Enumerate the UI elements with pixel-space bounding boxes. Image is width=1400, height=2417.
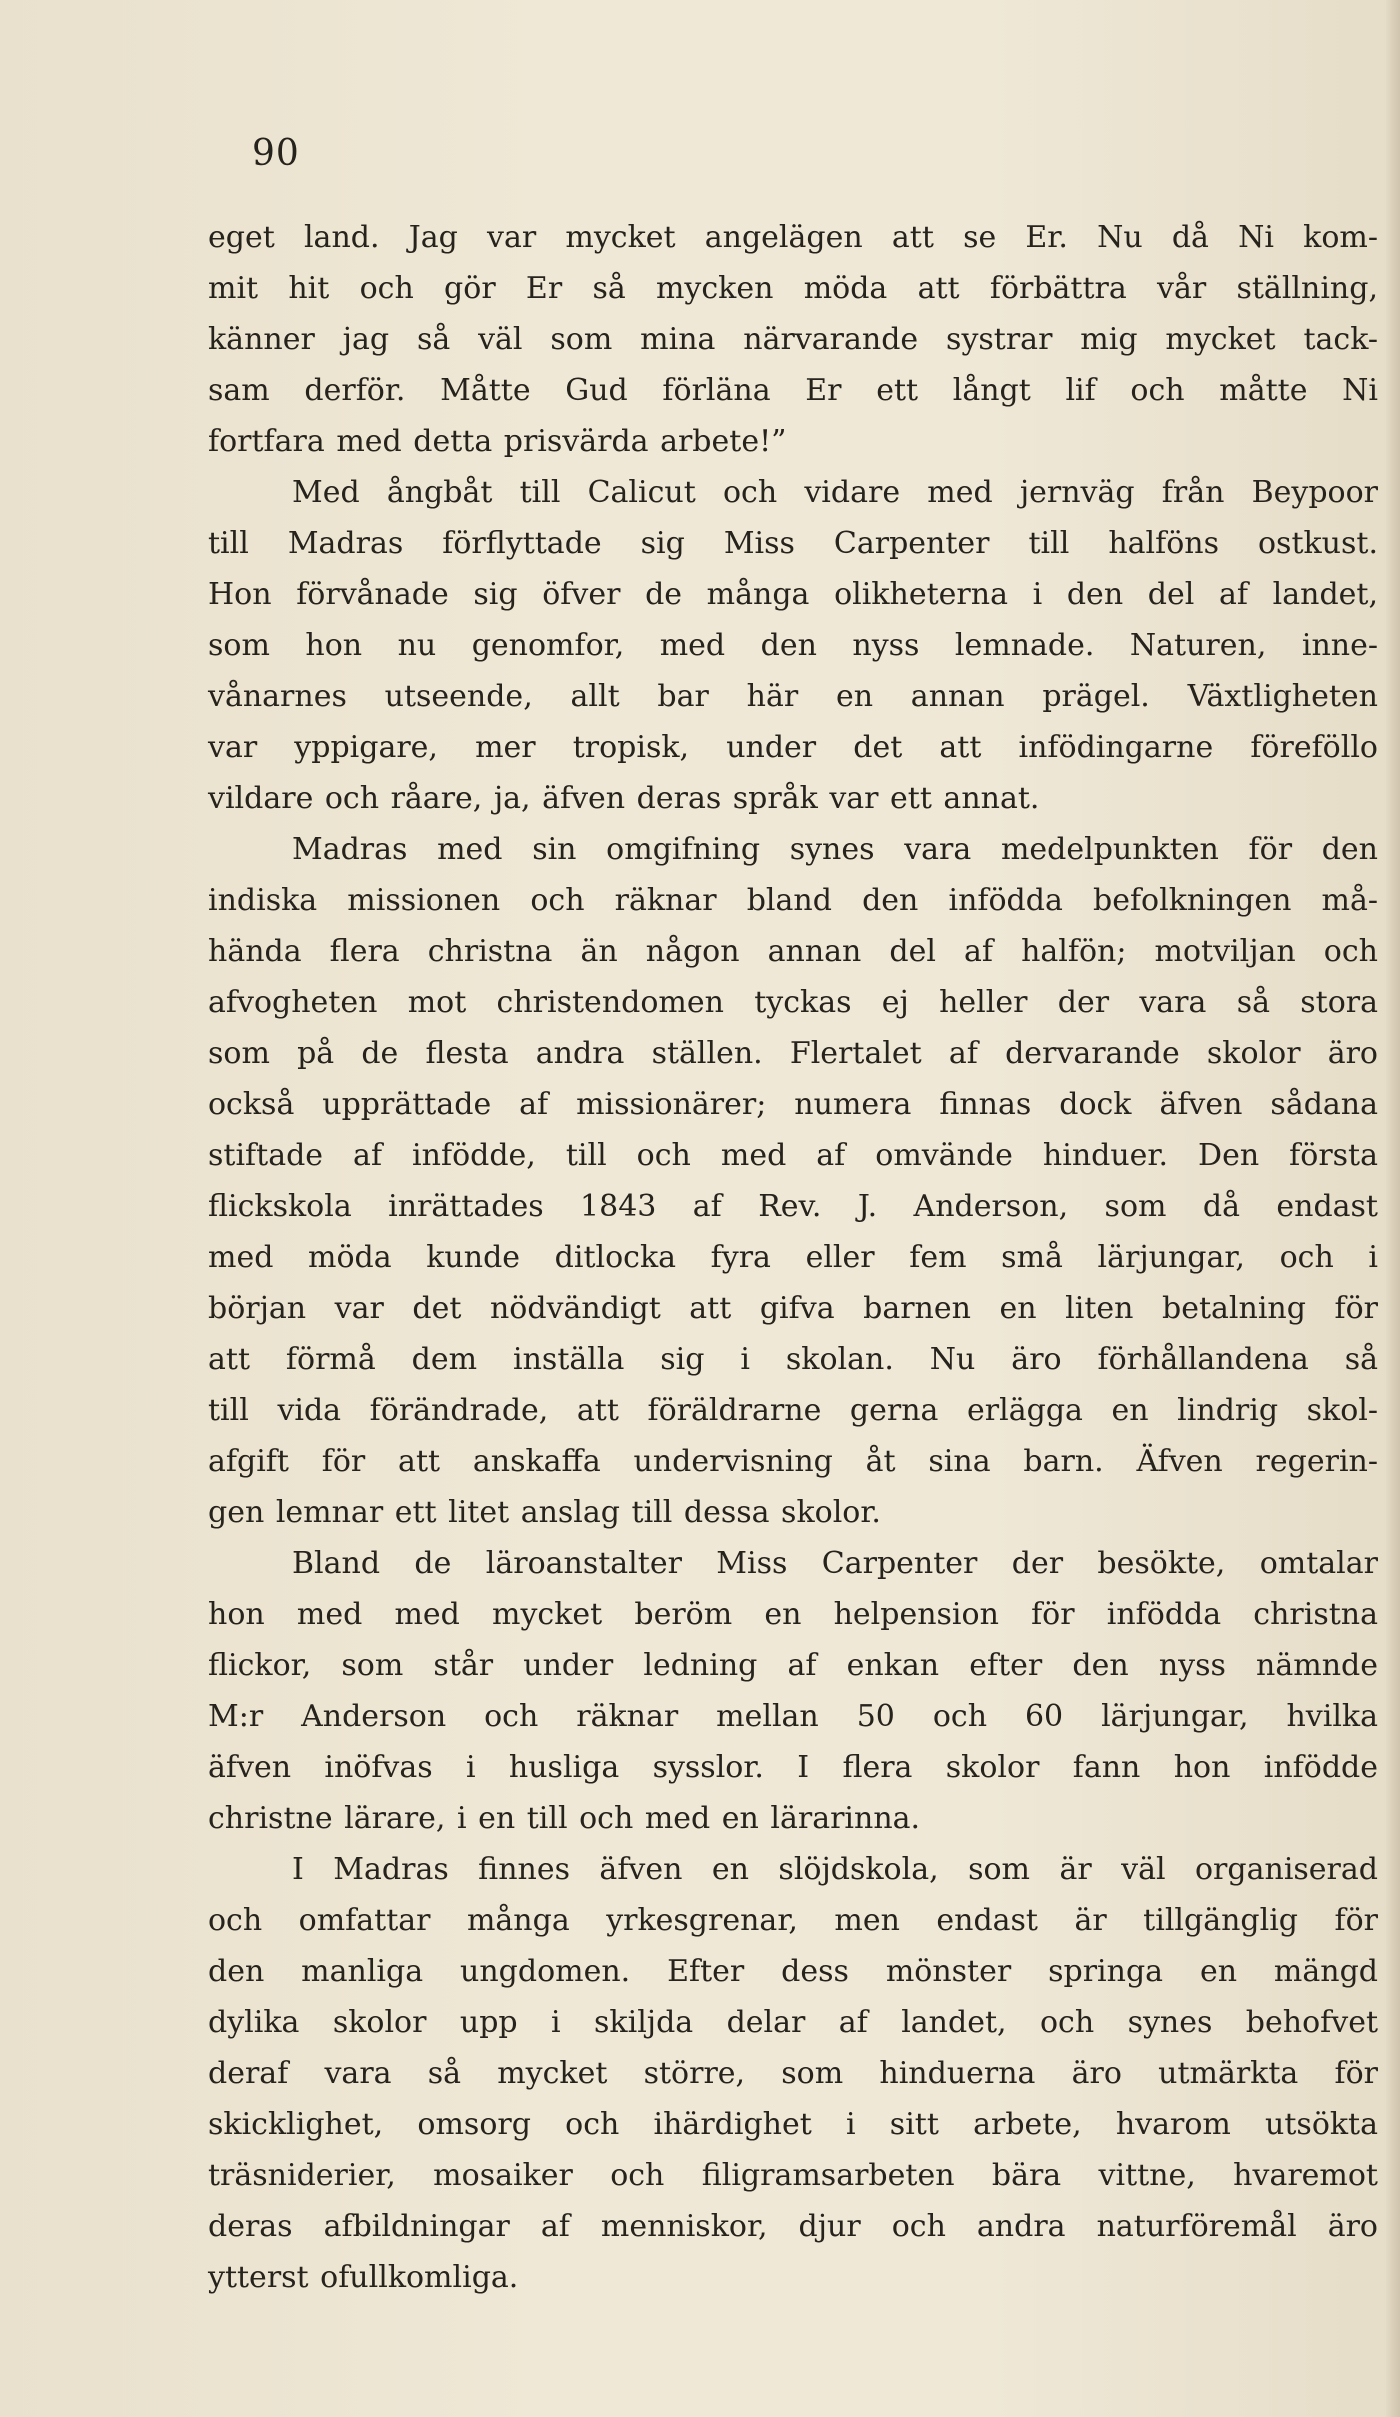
text-line: I Madras finnes äfven en slöjdskola, som är väl organiserad bbox=[292, 1852, 1378, 1887]
text-line: äfven inöfvas i husliga sysslor. I flera skolor fann hon infödde bbox=[208, 1750, 1378, 1785]
text-line: indiska missionen och räknar bland den infödda befolkningen må- bbox=[208, 883, 1378, 918]
text-line: dylika skolor upp i skiljda delar af landet, och synes behofvet bbox=[208, 2005, 1378, 2040]
text-line: Med ångbåt till Calicut och vidare med jernväg från Beypoor bbox=[292, 475, 1378, 510]
text-line: fortfara med detta prisvärda arbete!” bbox=[208, 424, 787, 459]
text-line: M:r Anderson och räknar mellan 50 och 60 lärjungar, hvilka bbox=[208, 1699, 1378, 1734]
text-line: vildare och råare, ja, äfven deras språk var ett annat. bbox=[208, 781, 1040, 816]
text-line: flickor, som står under ledning af enkan efter den nyss nämnde bbox=[208, 1648, 1378, 1683]
text-line: Bland de läroanstalter Miss Carpenter der besökte, omtalar bbox=[292, 1546, 1378, 1581]
page-edge-shadow bbox=[1386, 0, 1400, 2417]
text-line: början var det nödvändigt att gifva barnen en liten betalning för bbox=[208, 1291, 1378, 1326]
text-line: christne lärare, i en till och med en lärarinna. bbox=[208, 1801, 921, 1836]
text-line: och omfattar många yrkesgrenar, men endast är tillgänglig för bbox=[208, 1903, 1378, 1938]
text-line: att förmå dem inställa sig i skolan. Nu äro förhållandena så bbox=[208, 1342, 1378, 1377]
text-line: eget land. Jag var mycket angelägen att se Er. Nu då Ni kom- bbox=[208, 220, 1378, 255]
text-line: Madras med sin omgifning synes vara medelpunkten för den bbox=[292, 832, 1378, 867]
text-line: deras afbildningar af menniskor, djur och andra naturföremål äro bbox=[208, 2209, 1378, 2244]
text-line: mit hit och gör Er så mycken möda att förbättra vår ställning, bbox=[208, 271, 1378, 306]
text-line: till Madras förflyttade sig Miss Carpenter till halföns ostkust. bbox=[208, 526, 1378, 561]
text-line: vånarnes utseende, allt bar här en annan prägel. Växtligheten bbox=[208, 679, 1378, 714]
text-line: som på de flesta andra ställen. Flertalet af dervarande skolor äro bbox=[208, 1036, 1378, 1071]
page-number: 90 bbox=[252, 133, 300, 174]
text-line: deraf vara så mycket större, som hinduerna äro utmärkta för bbox=[208, 2056, 1378, 2091]
body-text bbox=[208, 212, 1378, 2303]
text-line: träsniderier, mosaiker och filigramsarbeten bära vittne, hvaremot bbox=[208, 2158, 1378, 2193]
text-line: gen lemnar ett litet anslag till dessa skolor. bbox=[208, 1495, 881, 1530]
text-line: som hon nu genomfor, med den nyss lemnade. Naturen, inne- bbox=[208, 628, 1378, 663]
text-line: den manliga ungdomen. Efter dess mönster springa en mängd bbox=[208, 1954, 1378, 1989]
text-line: var yppigare, mer tropisk, under det att infödingarne föreföllo bbox=[208, 730, 1378, 765]
text-line: till vida förändrade, att föräldrarne gerna erlägga en lindrig skol- bbox=[208, 1393, 1378, 1428]
text-line: sam derför. Måtte Gud förläna Er ett långt lif och måtte Ni bbox=[208, 373, 1378, 408]
text-line: stiftade af infödde, till och med af omvände hinduer. Den första bbox=[208, 1138, 1378, 1173]
text-line: hon med med mycket beröm en helpension för infödda christna bbox=[208, 1597, 1378, 1632]
text-line: med möda kunde ditlocka fyra eller fem små lärjungar, och i bbox=[208, 1240, 1378, 1275]
text-line: flickskola inrättades 1843 af Rev. J. Anderson, som då endast bbox=[208, 1189, 1378, 1224]
text-line: afgift för att anskaffa undervisning åt sina barn. Äfven regerin- bbox=[208, 1444, 1378, 1479]
text-line: Hon förvånade sig öfver de många olikheterna i den del af landet, bbox=[208, 577, 1378, 612]
text-line: hända flera christna än någon annan del af halfön; motviljan och bbox=[208, 934, 1378, 969]
text-line: ytterst ofullkomliga. bbox=[208, 2260, 519, 2295]
text-line: också upprättade af missionärer; numera finnas dock äfven sådana bbox=[208, 1087, 1378, 1122]
text-line: afvogheten mot christendomen tyckas ej heller der vara så stora bbox=[208, 985, 1378, 1020]
text-line: skicklighet, omsorg och ihärdighet i sitt arbete, hvarom utsökta bbox=[208, 2107, 1378, 2142]
text-line: känner jag så väl som mina närvarande systrar mig mycket tack- bbox=[208, 322, 1378, 357]
